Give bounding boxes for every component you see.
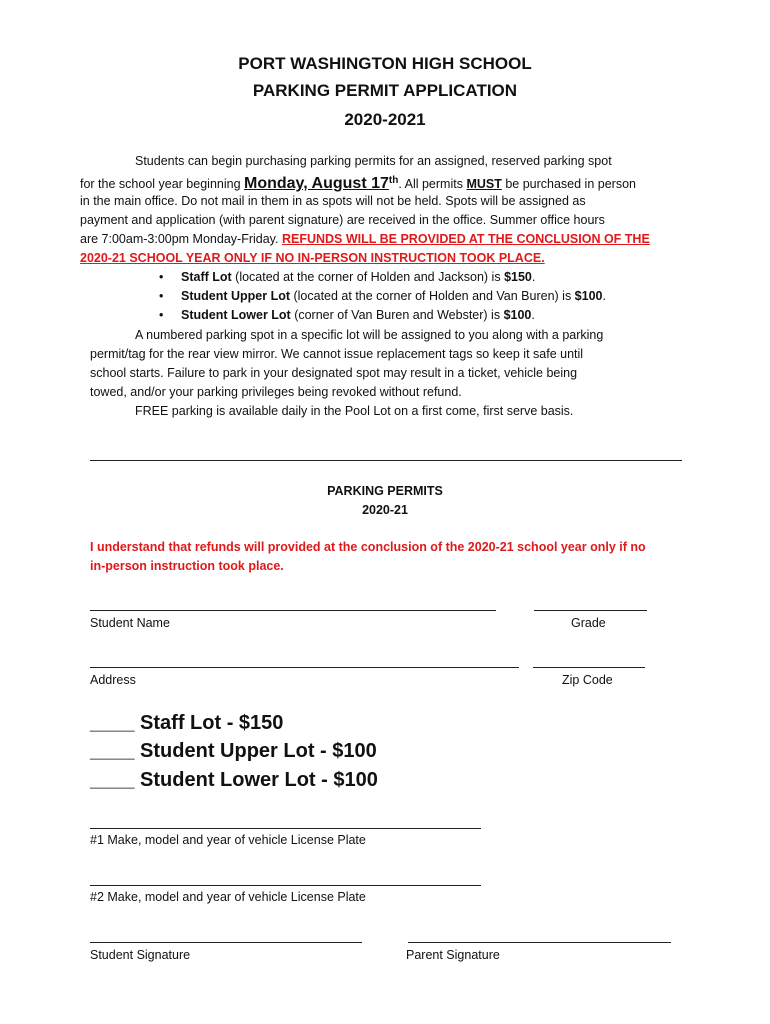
student-signature-field[interactable]	[90, 942, 362, 943]
grade-field[interactable]	[534, 610, 647, 611]
staff-lot-option[interactable]: ____ Staff Lot - $150	[90, 712, 284, 734]
intro-line-4: payment and application (with parent signature) are received in the office. Summer office hours	[80, 213, 605, 227]
refund-acknowledgement-2: in-person instruction took place.	[90, 559, 284, 573]
address-label: Address	[90, 673, 136, 687]
zip-code-field[interactable]	[533, 667, 645, 668]
vehicle-1-label: #1 Make, model and year of vehicle License Plate	[90, 833, 366, 847]
grade-label: Grade	[571, 616, 606, 630]
student-upper-lot-option[interactable]: ____ Student Upper Lot - $100	[90, 740, 377, 762]
para2-line-2: permit/tag for the rear view mirror. We cannot issue replacement tags so keep it safe until	[90, 347, 584, 361]
title-application: PARKING PERMIT APPLICATION	[252, 81, 518, 100]
form-title: PARKING PERMITS	[327, 484, 443, 498]
refund-acknowledgement-1: I understand that refunds will provided at the conclusion of the 2020-21 school year only if no	[90, 540, 646, 554]
parent-signature-field[interactable]	[408, 942, 671, 943]
section-divider	[90, 460, 682, 461]
intro-line-3: in the main office. Do not mail in them in as spots will not be held. Spots will be assigned as	[80, 194, 586, 208]
para2-line-5: FREE parking is available daily in the Pool Lot on a first come, first serve basis.	[135, 404, 574, 418]
list-item: • Student Upper Lot (located at the corner of Holden and Van Buren) is $100.	[181, 287, 741, 306]
intro-line-5: are 7:00am-3:00pm Monday-Friday. REFUNDS WILL BE PROVIDED AT THE CONCLUSION OF THE	[80, 232, 650, 246]
list-item: • Staff Lot (located at the corner of Holden and Jackson) is $150.	[181, 268, 741, 287]
student-name-field[interactable]	[90, 610, 496, 611]
vehicle-2-label: #2 Make, model and year of vehicle License Plate	[90, 890, 366, 904]
refund-notice-cont: 2020-21 SCHOOL YEAR ONLY IF NO IN-PERSON INSTRUCTION TOOK PLACE.	[80, 251, 545, 265]
para2-line-1: A numbered parking spot in a specific lot will be assigned to you along with a parking	[135, 328, 604, 342]
start-date: Monday, August 17	[244, 175, 389, 193]
zip-code-label: Zip Code	[562, 673, 613, 687]
must-emphasis: MUST	[466, 177, 502, 192]
list-item: • Student Lower Lot (corner of Van Buren and Webster) is $100.	[181, 306, 741, 325]
lot-price-list	[181, 268, 741, 325]
refund-notice: REFUNDS WILL BE PROVIDED AT THE CONCLUSION OF THE	[281, 232, 650, 246]
title-school: PORT WASHINGTON HIGH SCHOOL	[238, 54, 532, 73]
form-year: 2020-21	[362, 503, 408, 517]
intro-line-1: Students can begin purchasing parking permits for an assigned, reserved parking spot	[135, 154, 612, 168]
title-year: 2020-2021	[344, 110, 426, 129]
vehicle-2-field[interactable]	[90, 885, 481, 886]
address-field[interactable]	[90, 667, 519, 668]
vehicle-1-field[interactable]	[90, 828, 481, 829]
parent-signature-label: Parent Signature	[406, 948, 500, 962]
para2-line-3: school starts. Failure to park in your designated spot may result in a ticket, vehicle being	[90, 366, 578, 380]
student-name-label: Student Name	[90, 616, 170, 630]
student-lower-lot-option[interactable]: ____ Student Lower Lot - $100	[90, 769, 378, 791]
student-signature-label: Student Signature	[90, 948, 191, 962]
para2-line-4: towed, and/or your parking privileges being revoked without refund.	[90, 385, 462, 399]
intro-line-2: for the school year beginning Monday, August 17th. All permits MUST be purchased in person	[80, 175, 636, 193]
